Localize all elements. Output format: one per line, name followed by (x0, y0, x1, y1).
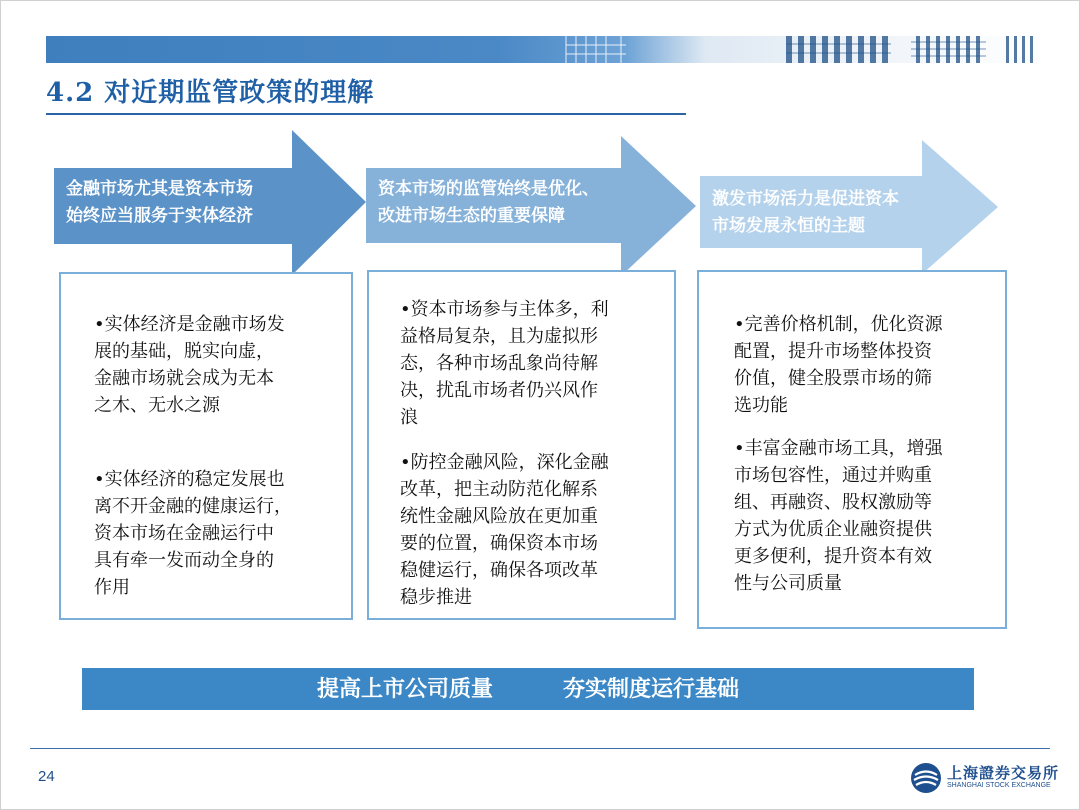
header-band (46, 36, 1046, 63)
bullet-line: 展的基础，脱实向虚， (94, 341, 274, 362)
bullet-line: 配置，提升市场整体投资 (734, 341, 932, 362)
banner-right-text: 夯实制度运行基础 (563, 676, 740, 702)
bullet-line: •完善价格机制，优化资源 (734, 314, 943, 335)
bullet-line: •实体经济是金融市场发 (94, 314, 285, 335)
pillar-3-heading-line: 激发市场活力是促进资本 (712, 189, 899, 209)
conclusion-banner (82, 668, 974, 710)
bullet-line: •防控金融风险，深化金融 (400, 452, 609, 473)
exchange-name-en: SHANGHAI STOCK EXCHANGE (947, 782, 1051, 789)
bullet-line: 组、再融资、股权激励等 (734, 492, 932, 513)
pillar-3-heading (712, 186, 899, 240)
pillar-1-heading (66, 176, 253, 230)
bullet-line: 浪 (400, 407, 418, 428)
bullet-line: 决，扰乱市场者仍兴风作 (400, 380, 598, 401)
bullet-line: 方式为优质企业融资提供 (734, 519, 932, 540)
bullet-line: 离不开金融的健康运行， (94, 496, 292, 517)
bullet-line: 作用 (94, 577, 130, 598)
pillar-2-bullet-2 (400, 449, 609, 611)
skyscraper-graphic (46, 36, 1046, 63)
pillar-2-heading-line: 资本市场的监管始终是优化、 (378, 179, 599, 199)
exchange-logo-icon (910, 762, 942, 794)
bullet-line: •资本市场参与主体多，利 (400, 299, 609, 320)
pillar-2-arrow (366, 136, 696, 276)
pillar-3-bullet-1 (734, 311, 943, 419)
bullet-line: 统性金融风险放在更加重 (400, 506, 598, 527)
bullet-line: 要的位置，确保资本市场 (400, 533, 598, 554)
exchange-logo (910, 758, 1060, 798)
bullet-line: 金融市场就会成为无本 (94, 368, 274, 389)
bullet-line: 资本市场在金融运行中 (94, 523, 274, 544)
page-number: 24 (38, 768, 55, 785)
bullet-line: 更多便利，提升资本有效 (734, 546, 932, 567)
bullet-line: 改革，把主动防范化解系 (400, 479, 598, 500)
pillar-1-arrow (54, 130, 366, 275)
bullet-line: 稳健运行，确保各项改革 (400, 560, 598, 581)
bullet-line: 价值，健全股票市场的筛 (734, 368, 932, 389)
pillar-1-heading-line: 始终应当服务于实体经济 (66, 206, 253, 226)
bullet-line: •实体经济的稳定发展也 (94, 469, 285, 490)
pillar-2-heading (378, 176, 599, 230)
pillar-2-bullet-1 (400, 296, 609, 431)
pillar-1-bullet-1 (94, 311, 285, 419)
page-title: 4.2 对近期监管政策的理解 (46, 78, 375, 108)
banner-left-text: 提高上市公司质量 (316, 676, 493, 702)
pillar-1-bullet-2 (94, 466, 292, 601)
footer-rule (30, 748, 1050, 749)
bullet-line: 具有牵一发而动全身的 (94, 550, 274, 571)
bullet-line: 选功能 (734, 395, 788, 416)
pillar-3-bullet-2 (734, 435, 943, 597)
pillar-2-heading-line: 改进市场生态的重要保障 (378, 206, 565, 226)
pillar-3-heading-line: 市场发展永恒的主题 (712, 216, 865, 236)
bullet-line: 稳步推进 (400, 587, 472, 608)
bullet-line: 之木、无水之源 (94, 395, 220, 416)
bullet-line: 性与公司质量 (734, 573, 842, 594)
exchange-name-cn: 上海證券交易所 (947, 764, 1060, 782)
pillar-1-heading-line: 金融市场尤其是资本市场 (66, 179, 253, 199)
bullet-line: •丰富金融市场工具，增强 (734, 438, 943, 459)
bullet-line: 态，各种市场乱象尚待解 (400, 353, 598, 374)
pillar-3-arrow (700, 140, 998, 274)
title-underline (46, 113, 686, 115)
bullet-line: 益格局复杂，且为虚拟形 (400, 326, 598, 347)
bullet-line: 市场包容性，通过并购重 (734, 465, 932, 486)
